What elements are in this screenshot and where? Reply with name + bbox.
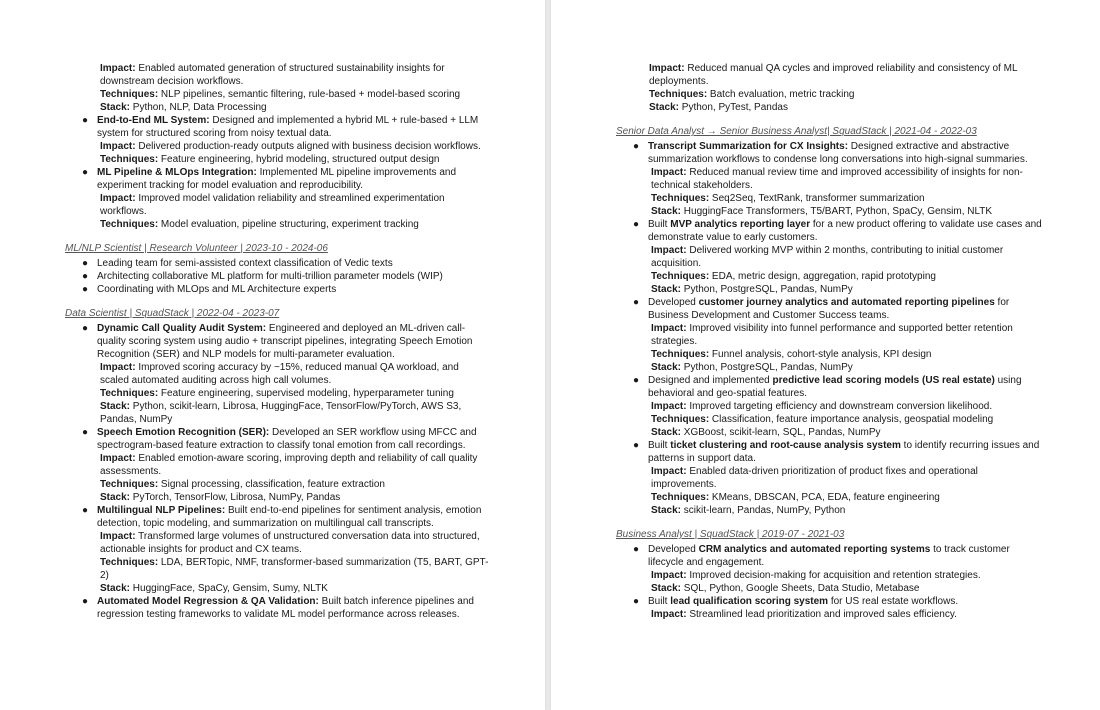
intro-impact: Impact: Reduced manual QA cycles and improved reliability and consistency of ML deployments. xyxy=(649,63,1018,87)
bullet-dot: ● xyxy=(82,115,89,126)
intro-stack: Stack: Python, PyTest, Pandas xyxy=(649,102,788,113)
sub-stack: Stack: scikit-learn, Pandas, NumPy, Python xyxy=(651,505,846,516)
bullet-model-regression: ● Automated Model Regression & QA Validation: Built batch inference pipelines and regression testing frameworks to validate ML model performance across releases. xyxy=(82,596,474,620)
page-right-content xyxy=(616,62,1046,621)
sub-techniques: Techniques: Feature engineering, supervised modeling, hyperparameter tuning xyxy=(100,388,454,399)
bullet-crm-analytics: ● Developed CRM analytics and automated reporting systems to track customer lifecycle and engagement. Impact: Improved decision-making for acquisition and retention strategies. Stack: SQL, Python, Google Sheets, Data Studio, Metabase xyxy=(616,543,1046,595)
bullet-dot: ● xyxy=(82,596,89,607)
bullet-ml-pipeline: ● ML Pipeline & MLOps Integration: Implemented ML pipeline improvements and experiment tracking for model evaluation and reproducibility. Impact: Improved model validation reliability and streamlined experimentation workflows. Techniques: Model evaluation, pipeline structuring, experiment tracking xyxy=(65,166,490,231)
page-left-content xyxy=(65,62,490,621)
sub-impact: Impact: Streamlined lead prioritization and improved sales efficiency. xyxy=(651,609,957,620)
sub-impact: Impact: Improved decision-making for acquisition and retention strategies. xyxy=(651,570,981,581)
bullet-dot: ● xyxy=(82,271,89,282)
intro-block xyxy=(616,62,1046,114)
section-heading-data-scientist: Data Scientist | SquadStack | 2022-04 - 2023-07 xyxy=(65,308,280,319)
bullet-transcript-summarization: ● Transcript Summarization for CX Insights: Designed extractive and abstractive summarization workflows to condense long conversations into high-signal summaries. Impact: Reduced manual review time and improved accessibility of insights for non-technical stakeholders. Techniques: Seq2Seq, TextRank, transformer summarization Stack: HuggingFace Transformers, T5/BART, Python, SpaCy, Gensim, NLTK xyxy=(616,140,1046,218)
sub-stack: Stack: Python, PostgreSQL, Pandas, NumPy xyxy=(651,362,853,373)
bullet-ml-platform: ● Architecting collaborative ML platform for multi-trillion parameter models (WIP) xyxy=(82,271,443,282)
sub-impact: Impact: Delivered working MVP within 2 months, contributing to initial customer acquisition. xyxy=(651,245,1004,269)
bullet-dot: ● xyxy=(82,167,89,178)
sub-stack: Stack: XGBoost, scikit-learn, SQL, Pandas, NumPy xyxy=(651,427,881,438)
bullet-lead-qualification: ● Built lead qualification scoring system for US real estate workflows. Impact: Streamlined lead prioritization and improved sales efficiency. xyxy=(616,595,1046,621)
sub-techniques: Techniques: EDA, metric design, aggregation, rapid prototyping xyxy=(651,271,936,282)
intro-impact: Impact: Enabled automated generation of structured sustainability insights for downstream decision workflows. xyxy=(100,63,445,87)
sub-stack: Stack: Python, scikit-learn, Librosa, HuggingFace, TensorFlow/PyTorch, AWS S3, Pandas, NumPy xyxy=(100,401,462,425)
sub-impact: Impact: Enabled emotion-aware scoring, improving depth and reliability of call quality assessments. xyxy=(100,453,478,477)
bullet-ser: ● Speech Emotion Recognition (SER): Developed an SER workflow using MFCC and spectrogram-based feature extraction to classify tonal emotion from call recordings. Impact: Enabled emotion-aware scoring, improving depth and reliability of call quality assessments. Techniques: Signal processing, classification, feature extraction Stack: PyTorch, TensorFlow, Librosa, NumPy, Pandas xyxy=(65,426,490,504)
bullet-dot: ● xyxy=(82,323,89,334)
sub-impact: Impact: Transformed large volumes of unstructured conversation data into structured, actionable insights for product and CX teams. xyxy=(100,531,480,555)
sub-impact: Impact: Improved targeting efficiency and downstream conversion likelihood. xyxy=(651,401,993,412)
intro-stack: Stack: Python, NLP, Data Processing xyxy=(100,102,267,113)
sub-stack: Stack: SQL, Python, Google Sheets, Data Studio, Metabase xyxy=(651,583,920,594)
bullet-dot: ● xyxy=(82,258,89,269)
bullet-vedic: ● Leading team for semi-assisted context classification of Vedic texts xyxy=(82,258,393,269)
bullet-dot: ● xyxy=(633,219,640,230)
sub-impact: Impact: Reduced manual review time and improved accessibility of insights for non-technical stakeholders. xyxy=(651,167,1023,191)
sub-impact: Impact: Improved visibility into funnel performance and supported better retention strategies. xyxy=(651,323,1013,347)
section-heading-business-analyst: Business Analyst | SquadStack | 2019-07 - 2021-03 xyxy=(616,529,845,540)
sub-techniques: Techniques: Feature engineering, hybrid modeling, structured output design xyxy=(100,154,440,165)
section-heading-ml-nlp-scientist: ML/NLP Scientist | Research Volunteer | 2023-10 - 2024-06 xyxy=(65,243,328,254)
sub-stack: Stack: HuggingFace Transformers, T5/BART, Python, SpaCy, Gensim, NLTK xyxy=(651,206,993,217)
sub-impact: Impact: Improved model validation reliability and streamlined experimentation workflows. xyxy=(100,193,445,217)
sub-impact: Impact: Enabled data-driven prioritization of product fixes and operational improvements. xyxy=(651,466,978,490)
sub-techniques: Techniques: LDA, BERTopic, NMF, transformer-based summarization (T5, BART, GPT-2) xyxy=(100,557,489,581)
bullet-call-quality: ● Dynamic Call Quality Audit System: Engineered and deployed an ML-driven call-quality scoring system using audio + transcript pipelines, integrating Speech Emotion Recognition (SER) and NLP models for multi-parameter evaluation. Impact: Improved scoring accuracy by ~15%, reduced manual QA workload, and scaled automated auditing across high call volumes. Techniques: Feature engineering, supervised modeling, hyperparameter tuning Stack: Python, scikit-learn, Librosa, HuggingFace, TensorFlow/PyTorch, AWS S3, Pandas, NumPy xyxy=(65,322,490,426)
bullet-mlops: ● Coordinating with MLOps and ML Architecture experts xyxy=(82,284,337,295)
bullet-ticket-clustering: ● Built ticket clustering and root-cause analysis system to identify recurring issues and patterns in support data. Impact: Enabled data-driven prioritization of product fixes and operational improvements. Techniques: KMeans, DBSCAN, PCA, EDA, feature engineering Stack: scikit-learn, Pandas, NumPy, Python xyxy=(616,439,1046,517)
bullet-lead-scoring: ● Designed and implemented predictive lead scoring models (US real estate) using behavioral and geo-spatial features. Impact: Improved targeting efficiency and downstream conversion likelihood. Techniques: Classification, feature importance analysis, geospatial modeling Stack: XGBoost, scikit-learn, SQL, Pandas, NumPy xyxy=(616,374,1046,439)
bullet-customer-journey: ● Developed customer journey analytics and automated reporting pipelines for Business Development and Customer Success teams. Impact: Improved visibility into funnel performance and supported better retention strategies. Techniques: Funnel analysis, cohort-style analysis, KPI design Stack: Python, PostgreSQL, Pandas, NumPy xyxy=(616,296,1046,374)
bullet-dot: ● xyxy=(82,505,89,516)
section-heading-senior-analyst: Senior Data Analyst → Senior Business Analyst| SquadStack | 2021-04 - 2022-03 xyxy=(616,126,977,137)
bullet-multilingual-nlp: ● Multilingual NLP Pipelines: Built end-to-end pipelines for sentiment analysis, emotion detection, topic modeling, and summarization on multilingual call transcripts. Impact: Transformed large volumes of unstructured conversation data into structured, actionable insights for product and CX teams. Techniques: LDA, BERTopic, NMF, transformer-based summarization (T5, BART, GPT-2) Stack: HuggingFace, SpaCy, Gensim, Sumy, NLTK xyxy=(82,505,489,594)
intro-techniques: Techniques: Batch evaluation, metric tracking xyxy=(649,89,855,100)
sub-impact: Impact: Delivered production-ready outputs aligned with business decision workflows. xyxy=(100,141,481,152)
bullet-dot: ● xyxy=(82,427,89,438)
page-right xyxy=(551,0,1100,710)
bullet-dot: ● xyxy=(633,544,640,555)
bullet-dot: ● xyxy=(633,596,640,607)
sub-stack: Stack: PyTorch, TensorFlow, Librosa, NumPy, Pandas xyxy=(100,492,341,503)
intro-block xyxy=(65,62,490,114)
sub-stack: Stack: Python, PostgreSQL, Pandas, NumPy xyxy=(651,284,853,295)
sub-techniques: Techniques: Classification, feature importance analysis, geospatial modeling xyxy=(651,414,994,425)
bullet-mvp-analytics: ● Built MVP analytics reporting layer for a new product offering to validate use cases and demonstrate value to early customers. Impact: Delivered working MVP within 2 months, contributing to initial customer acquisition. Techniques: EDA, metric design, aggregation, rapid prototyping Stack: Python, PostgreSQL, Pandas, NumPy xyxy=(616,218,1046,296)
sub-stack: Stack: HuggingFace, SpaCy, Gensim, Sumy, NLTK xyxy=(100,583,328,594)
bullet-dot: ● xyxy=(633,440,640,451)
bullet-dot: ● xyxy=(82,284,89,295)
sub-techniques: Techniques: Signal processing, classification, feature extraction xyxy=(100,479,385,490)
sub-techniques: Techniques: Model evaluation, pipeline structuring, experiment tracking xyxy=(100,219,419,230)
sub-techniques: Techniques: KMeans, DBSCAN, PCA, EDA, feature engineering xyxy=(651,492,940,503)
intro-techniques: Techniques: NLP pipelines, semantic filtering, rule-based + model-based scoring xyxy=(100,89,461,100)
sub-impact: Impact: Improved scoring accuracy by ~15%, reduced manual QA workload, and scaled automated auditing across high call volumes. xyxy=(100,362,459,386)
bullet-dot: ● xyxy=(633,297,640,308)
page-left xyxy=(0,0,545,710)
bullet-dot: ● xyxy=(633,375,640,386)
bullet-end-to-end-ml: ● End-to-End ML System: Designed and implemented a hybrid ML + rule-based + LLM system for structured scoring from noisy textual data. Impact: Delivered production-ready outputs aligned with business decision workflows. Techniques: Feature engineering, hybrid modeling, structured output design xyxy=(65,114,490,166)
sub-techniques: Techniques: Funnel analysis, cohort-style analysis, KPI design xyxy=(651,349,932,360)
bullet-dot: ● xyxy=(633,141,640,152)
sub-techniques: Techniques: Seq2Seq, TextRank, transformer summarization xyxy=(651,193,925,204)
